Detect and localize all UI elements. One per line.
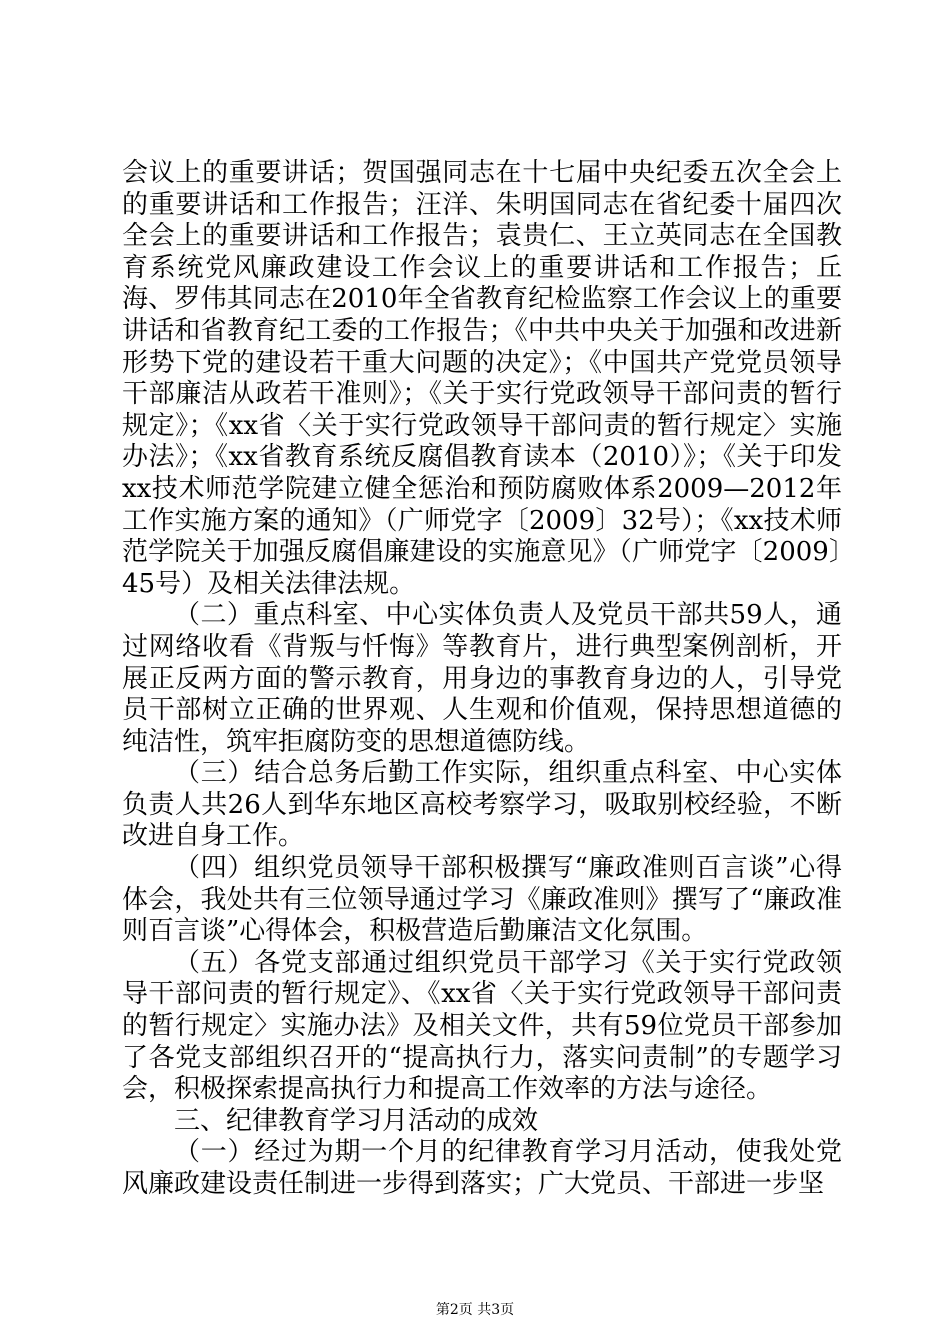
paragraph-item-2: （二）重点科室、中心实体负责人及党员干部共59人，通过网络收看《背叛与忏悔》等教育片，进行典型案例剖析，开展正反两方面的警示教育，用身边的事教育身边的人，引导党员干部树立正确的世界观、人生观和价值观，保持思想道德的纯洁性，筑牢拒腐防变的思想道德防线。 [122,600,842,757]
paragraph-item-5: （五）各党支部通过组织党员干部学习《关于实行党政领导干部问责的暂行规定》、《xx省〈关于实行党政领导干部问责的暂行规定〉实施办法》及相关文件，共有59位党员干部参加了各党支部组织召开的“提高执行力，落实问责制”的专题学习会，积极探索提高执行力和提高工作效率的方法与途径。 [122,947,842,1105]
section-heading-3: 三、纪律教育学习月活动的成效 [174,1105,539,1136]
paragraph-item-4: （四）组织党员领导干部积极撰写“廉政准则百言谈”心得体会，我处共有三位领导通过学习《廉政准则》撰写了“廉政准则百言谈”心得体会，积极营造后勤廉洁文化氛围。 [122,853,842,947]
paragraph-item-3: （三）结合总务后勤工作实际，组织重点科室、中心实体负责人共26人到华东地区高校考察学习，吸取别校经验，不断改进自身工作。 [122,758,842,852]
page-number-footer: 第2页 共3页 [435,1302,515,1318]
document-body [122,158,842,1201]
paragraph-results-1: （一）经过为期一个月的纪律教育学习月活动，使我处党风廉政建设责任制进一步得到落实；广大党员、干部进一步坚 [122,1137,842,1199]
paragraph-continued-references: 会议上的重要讲话；贺国强同志在十七届中央纪委五次全会上的重要讲话和工作报告；汪洋、朱明国同志在省纪委十届四次全会上的重要讲话和工作报告；袁贵仁、王立英同志在全国教育系统党风廉政建设工作会议上的重要讲话和工作报告；丘海、罗伟其同志在2010年全省教育纪检监察工作会议上的重要讲话和省教育纪工委的工作报告；《中共中央关于加强和改进新形势下党的建设若干重大问题的决定》；《中国共产党党员领导干部廉洁从政若干准则》；《关于实行党政领导干部问责的暂行规定》；《xx省〈关于实行党政领导干部问责的暂行规定〉实施办法》；《xx省教育系统反腐倡教育读本（2010）》；《关于印发xx技术师范学院建立健全惩治和预防腐败体系2009—2012年工作实施方案的通知》（广师党字〔2009〕32号）；《xx技术师范学院关于加强反腐倡廉建设的实施意见》（广师党字〔2009〕45号）及相关法律法规。 [122,158,842,599]
